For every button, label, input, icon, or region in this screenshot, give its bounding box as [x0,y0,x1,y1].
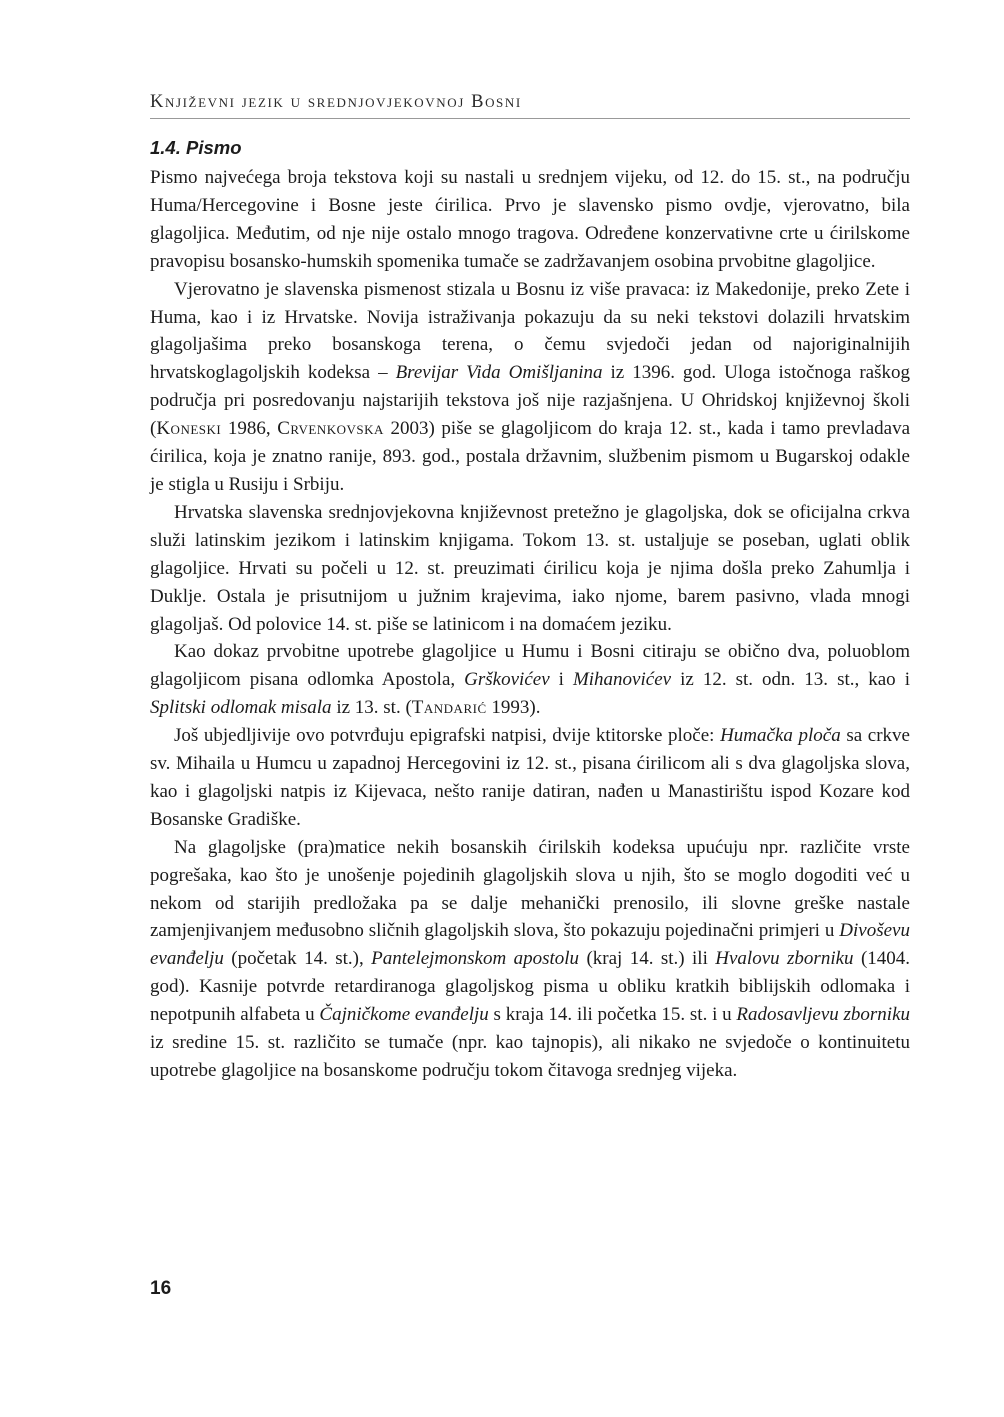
header-rule [150,118,910,119]
text-run: sa crkve sv. Mihaila u Humcu u zapadnoj Hercegovini iz 12. st., pisana ćirilicom ali s dva glagoljska slova, kao i glagoljski natpis iz Kijevaca, nešto ranije datiran, nađen u Manastirištu ispod Kozare kod Bosanske Gradiške. [150,725,910,830]
running-head: Književni jezik u srednjovjekovnoj Bosni [150,92,522,112]
author-citation: Crvenkovska [277,418,384,440]
text-run: Kao dokaz prvobitne upotrebe glagoljice u Humu i Bosni citiraju se obično dva, poluoblom glagoljicom pisana odlomka Apostola, [150,641,910,691]
paragraph-4 [150,638,910,722]
text-run: (kraj 14. st.) ili [579,948,716,970]
paragraph-3: Hrvatska slavenska srednjovjekovna književnost pretežno je glagoljska, dok se oficijalna crkva služi latinskim jezikom i latinskim knjigama. Tokom 13. st. ustaljuje se poseban, uglati oblik glagoljice. Hrvati su počeli u 12. st. preuzimati ćirilicu koja je njima došla preko Zahumlja i Duklje. Ostala je prisutnijom u južnim krajevima, iako njome, barem pasivno, vlada mnogi glagoljaš. Od polovice 14. st. piše se latinicom i na domaćem jeziku. [150,501,910,635]
author-citation: Tandarić [411,697,487,719]
work-title: Mihanovićev [572,669,672,691]
work-title: Divoševu evanđelju [150,920,910,970]
text-run: Na glagoljske (pra)matice nekih bosanskih ćirilskih kodeksa upućuju npr. različite vrste pogrešaka, kao što je unošenje pojedinih glagoljskih slova u njih, što se moglo dogoditi već u nekom od starijih predložaka pa se dalje mehanički prenosilo, ili slovne greške nastale zamjenjivanjem međusobno sličnih glagoljskih slova, što pokazuju pojedinačni primjeri u [150,836,910,942]
paragraph-6 [150,834,910,1085]
section-heading [150,134,910,162]
work-title: Brevijar Vida Omišljanina [395,362,603,384]
page-number: 16 [150,1278,172,1299]
text-run: iz 1396. god. Uloga istočnoga raškog područja pri posredovanju najstarijih tekstova još nije razjašnjena. U Ohridskoj književnoj školi ( [150,362,910,440]
author-citation: Koneski [156,418,222,440]
work-title: Humačka ploča [720,725,841,747]
text-run: 1993). [486,697,541,719]
work-title: Splitski odlomak misala [150,697,332,719]
text-run: s kraja 14. ili početka 15. st. i u [488,1004,737,1026]
text-run: (početak 14. st.), [223,948,372,970]
text-run: 1986, [221,418,278,440]
text-run: 2003) piše se glagoljicom do kraja 12. st., kada i tamo prevladava ćirilica, koja je znatno ranije, 893. god., postala državnim, službenim pismom u Bugarskoj odakle je stigla u Rusiju i Srbiju. [150,418,911,495]
paragraph-1: Pismo najvećega broja tekstova koji su nastali u srednjem vijeku, od 12. do 15. st., na području Huma/Hercegovine i Bosne jeste ćirilica. Prvo je slavensko pismo ovdje, vjerovatno, bila glagoljica. Međutim, od nje nije ostalo mnogo tragova. Određene konzervativne crte u ćirilskome pravopisu bosansko-humskih spomenika tumače se zadržavanjem osobina prvobitne glagoljice. [150,167,910,272]
work-title: Čajničkome evanđelju [319,1004,489,1026]
text-run: iz 13. st. ( [331,697,412,719]
work-title: Radosavljevu zborniku [736,1004,911,1026]
text-run: i [549,669,573,691]
work-title: Pantelejmonskom apostolu [371,948,580,970]
work-title: Hvalovu zborniku [715,948,854,970]
text-run: Još ubjedljivije ovo potvrđuju epigrafski natpisi, dvije ktitorske ploče: [174,725,721,747]
body-text [150,164,910,1085]
paragraph-5 [150,722,910,834]
text-run: iz 12. st. odn. 13. st., kao i [671,669,910,691]
paragraph-2 [150,276,910,499]
section-number: 1.4. [150,137,181,158]
work-title: Grškovićev [464,669,550,691]
text-run: Vjerovatno je slavenska pismenost stizala u Bosnu iz više pravaca: iz Makedonije, preko Zete i Huma, kao i iz Hrvatske. Novija istraživanja pokazuju da su neki tekstovi dolazili hrvatskim glagoljašima preko bosanskoga terena, o čemu svjedoči jedan od najoriginalnijih hrvatskoglagoljskih kodeksa – [150,278,910,384]
section-title: Pismo [186,137,242,158]
text-run: (1404. god). Kasnije potvrde retardiranoga glagoljskog pisma u obliku kratkih biblijskih odlomaka i nepotpunih alfabeta u [150,948,911,1026]
text-run: iz sredine 15. st. različito se tumače (npr. kao tajnopis), ali nikako ne svjedoče o kontinuitetu upotrebe glagoljice na bosanskome području tokom čitavoga srednjeg vijeka. [150,1032,910,1081]
